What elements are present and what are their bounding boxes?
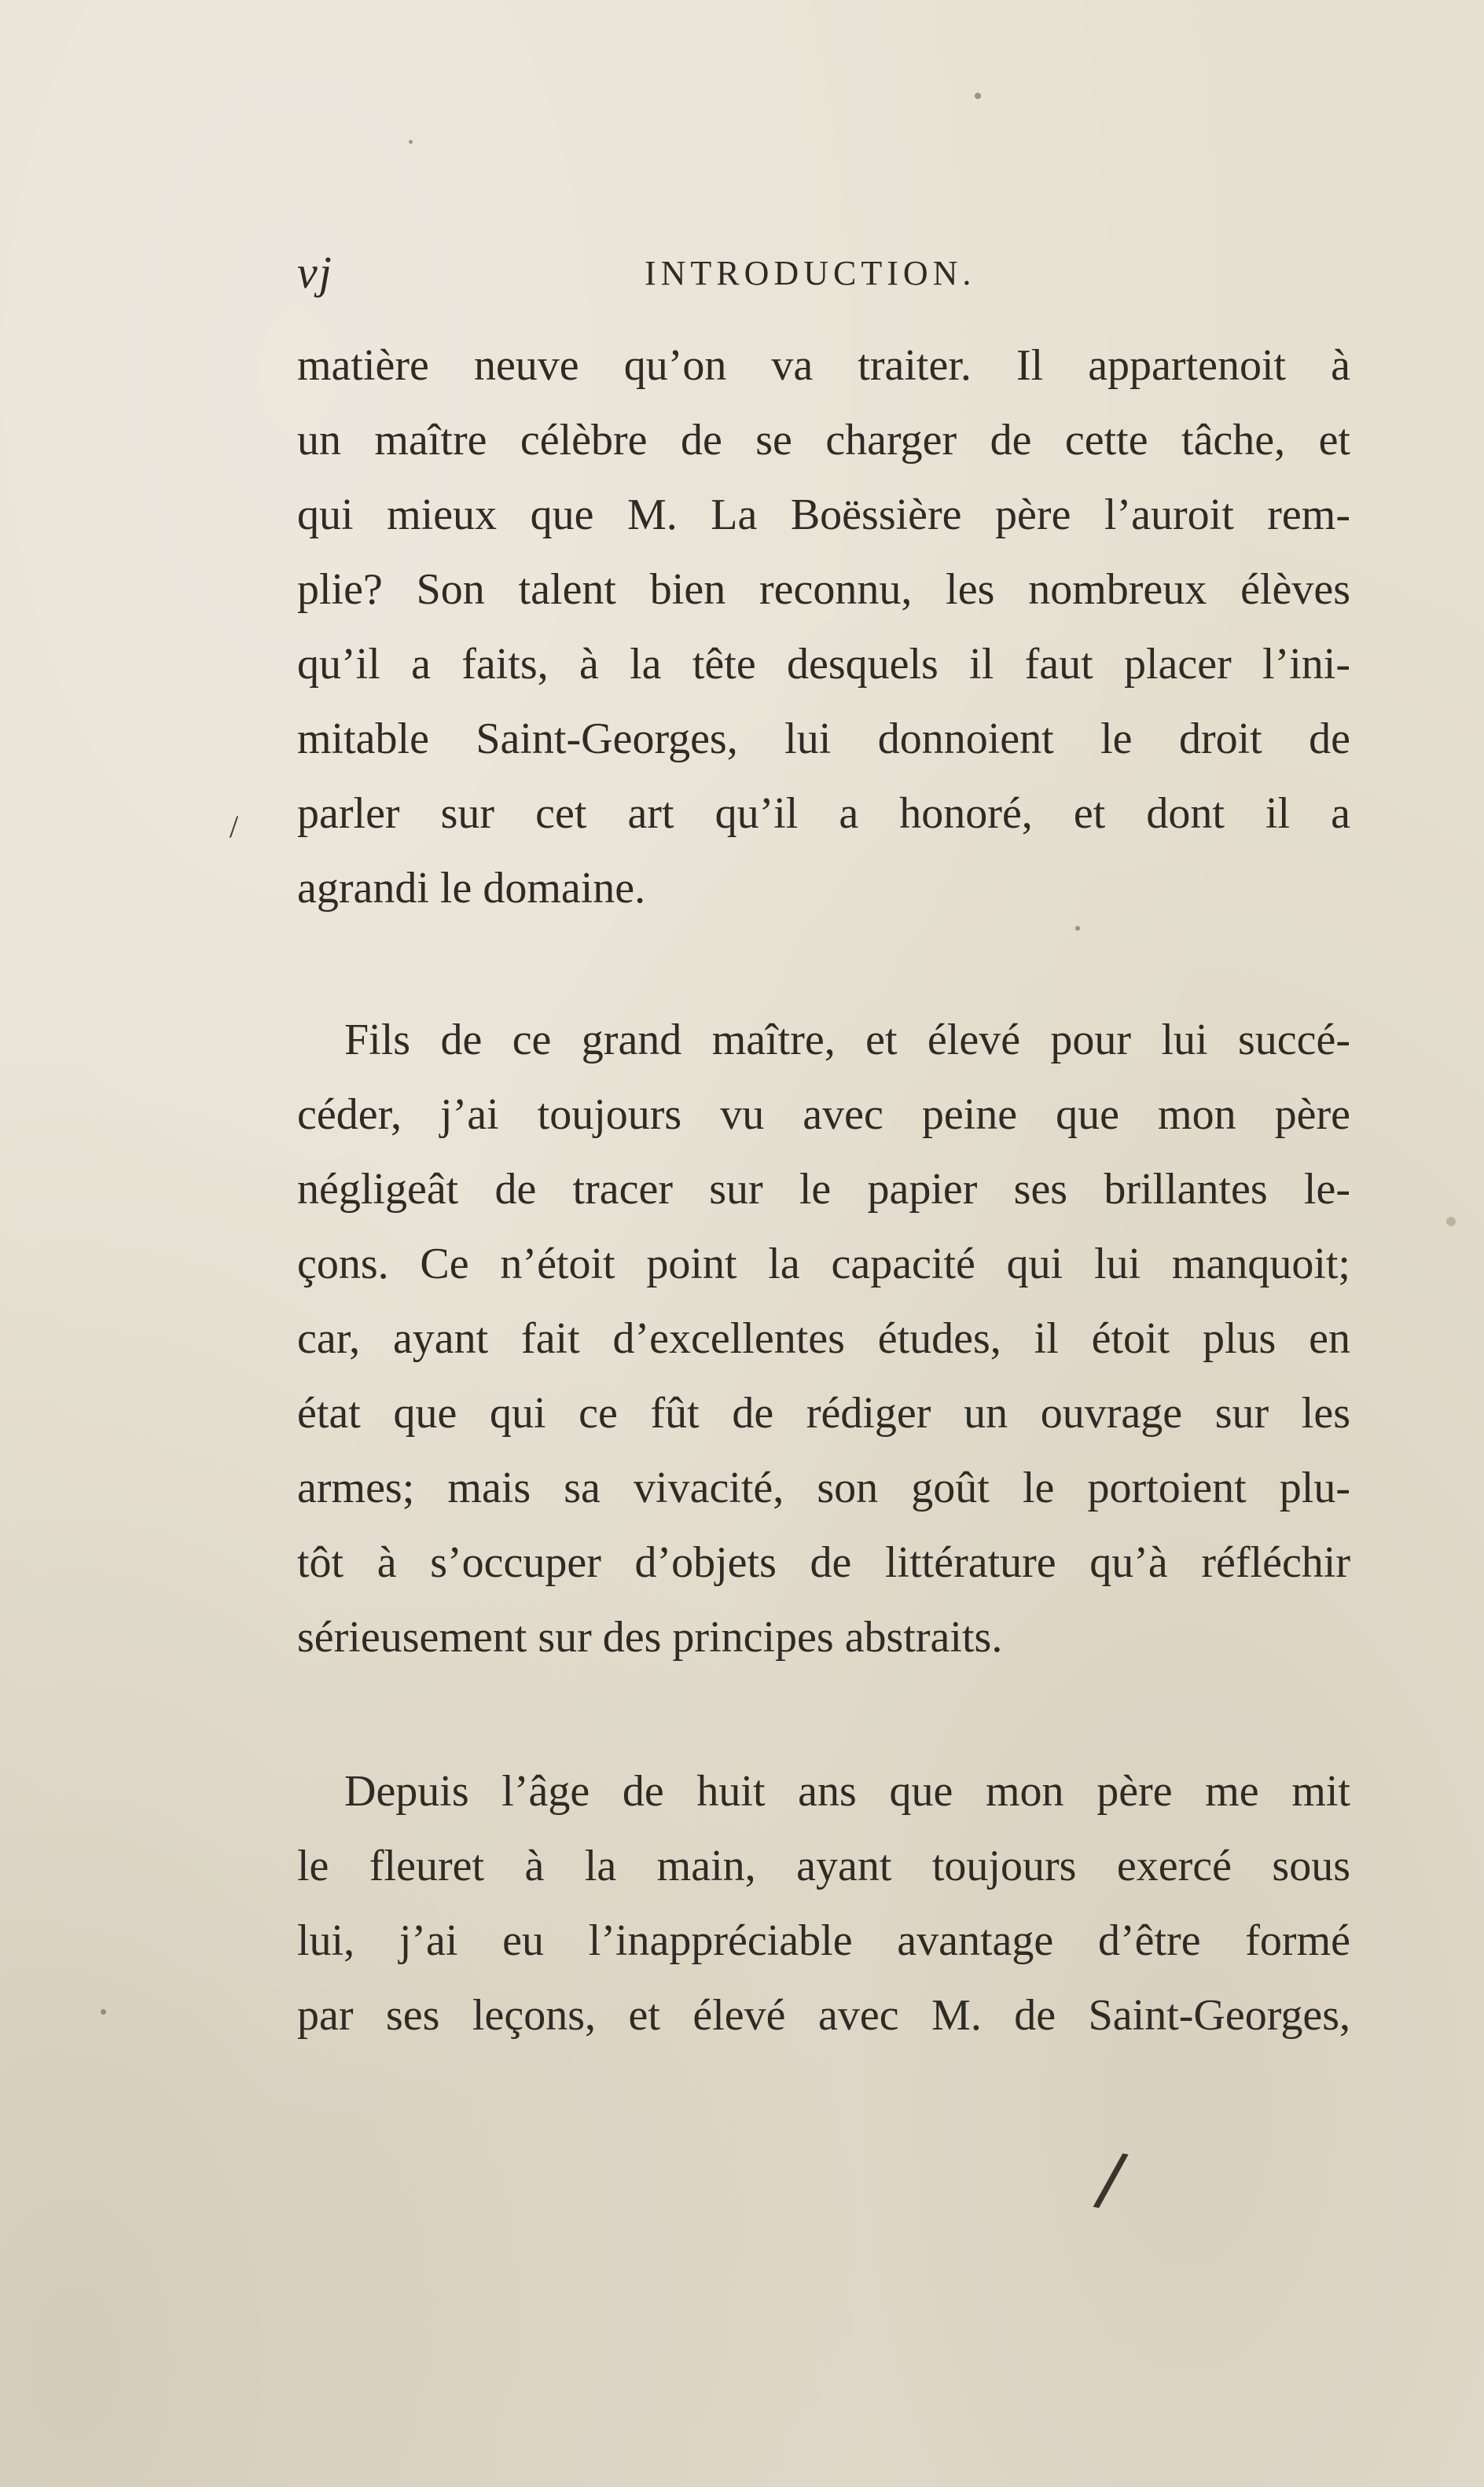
text-line: matière neuve qu’on va traiter. Il appartenoit à [297, 341, 1350, 390]
paragraph-1 [297, 329, 1350, 926]
paper-speck [1075, 926, 1080, 931]
running-title: INTRODUCTION. [645, 254, 976, 292]
text-line: état que qui ce fût de rédiger un ouvrage sur les [297, 1389, 1350, 1438]
text-line: un maître célèbre de se charger de cette tâche, et [297, 416, 1350, 465]
paper-speck [409, 140, 413, 144]
page-number: vj [297, 247, 333, 298]
paper-speck [1446, 1217, 1456, 1226]
text-line: car, ayant fait d’excellentes études, il étoit plus en [297, 1314, 1350, 1363]
text-line: çons. Ce n’étoit point la capacité qui lui manquoit; [297, 1240, 1350, 1288]
text-line: qui mieux que M. La Boëssière père l’auroit rem- [297, 490, 1350, 539]
text-line: agrandi le domaine. [297, 864, 646, 913]
text-line: le fleuret à la main, ayant toujours exercé sous [297, 1842, 1350, 1890]
text-line: armes; mais sa vivacité, son goût le portoient plu- [297, 1464, 1350, 1512]
text-line: négligeât de tracer sur le papier ses brillantes le- [297, 1165, 1350, 1214]
text-line: tôt à s’occuper d’objets de littérature qu’à réfléchir [297, 1538, 1350, 1587]
text-line: lui, j’ai eu l’inappréciable avantage d’être formé [297, 1916, 1350, 1965]
text-line: Depuis l’âge de huit ans que mon père me mit [344, 1767, 1350, 1816]
text-line: par ses leçons, et élevé avec M. de Saint-Georges, [297, 1991, 1350, 2040]
text-line: sérieusement sur des principes abstraits. [297, 1613, 1003, 1662]
text-line: mitable Saint-Georges, lui donnoient le droit de [297, 715, 1350, 763]
text-line: céder, j’ai toujours vu avec peine que mon père [297, 1090, 1350, 1139]
text-line: qu’il a faits, à la tête desquels il faut placer l’ini- [297, 640, 1350, 689]
text-line: Fils de ce grand maître, et élevé pour lui succé- [344, 1016, 1350, 1064]
text-line: plie? Son talent bien reconnu, les nombreux élèves [297, 565, 1350, 614]
paper-speck [975, 93, 981, 99]
paragraph-2 [297, 1003, 1350, 1675]
margin-pencil-mark: / [230, 809, 239, 844]
bottom-pencil-mark: / [1090, 2130, 1132, 2229]
text-line: parler sur cet art qu’il a honoré, et dont il a [297, 789, 1350, 838]
paragraph-3 [297, 1754, 1350, 2053]
paper-speck [101, 2009, 106, 2015]
